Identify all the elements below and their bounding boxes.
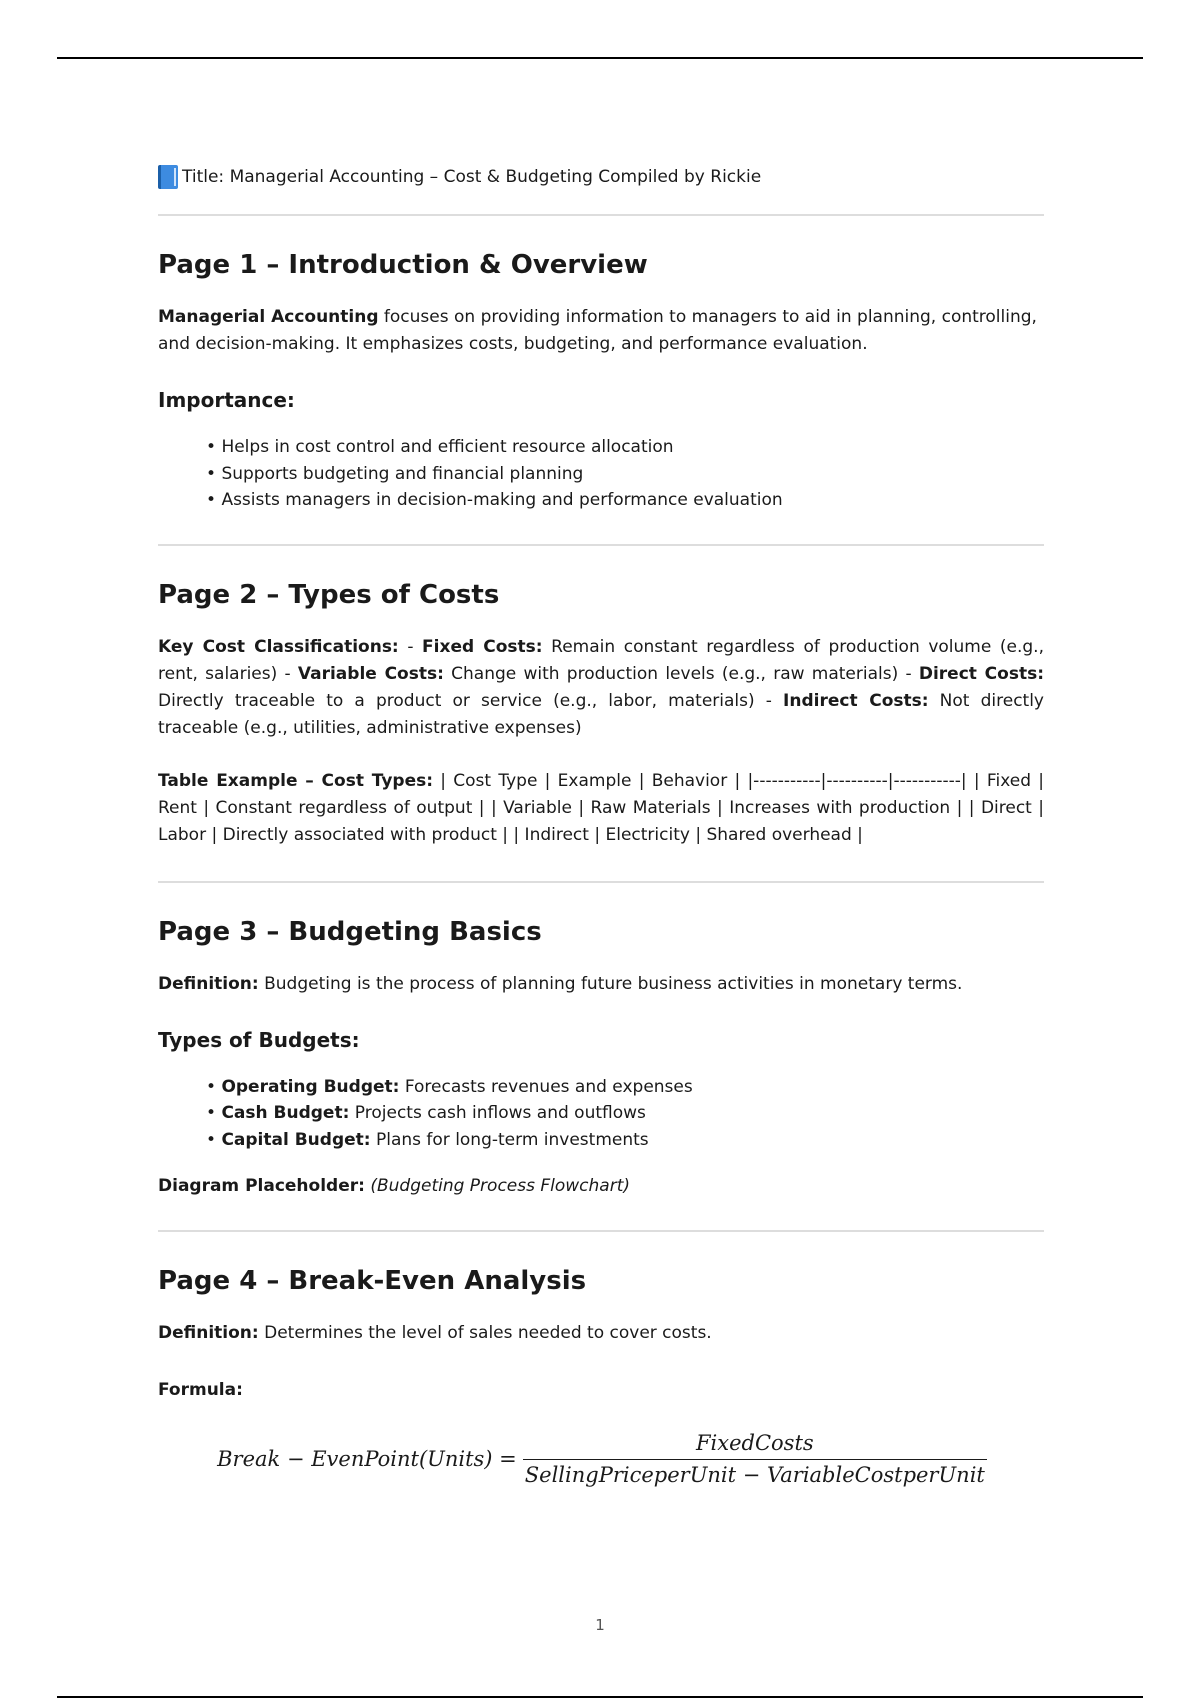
text-bold: Key Cost Classifications: — [158, 636, 399, 657]
text-run: - — [398, 636, 423, 657]
budget-type-text: Plans for long-term investments — [370, 1129, 649, 1150]
formula-numerator: FixedCosts — [523, 1430, 987, 1460]
importance-list — [158, 434, 1044, 514]
formula-denominator: SellingPriceperUnit − VariableCostperUnit — [524, 1463, 985, 1487]
list-item: • Helps in cost control and efficient resource allocation — [206, 434, 1044, 461]
text-run: Remain constant regardless of production volume (e.g., rent, salaries) - — [158, 636, 1044, 684]
definition-label: Definition: — [158, 973, 259, 994]
document-page — [158, 160, 1044, 1489]
diagram-placeholder — [158, 1173, 1044, 1200]
section-divider — [158, 544, 1044, 546]
formula-label-text: Formula: — [158, 1380, 243, 1400]
table-example-bold: Table Example – Cost Types: — [158, 770, 434, 791]
text-bold: Indirect Costs: — [783, 690, 929, 711]
diagram-label: Diagram Placeholder: — [158, 1176, 365, 1196]
budget-type-text: Forecasts revenues and expenses — [399, 1076, 693, 1097]
document-title-text: Title: Managerial Accounting – Cost & Budgeting Compiled by Rickie — [182, 166, 762, 187]
budget-type-text: Projects cash inflows and outflows — [349, 1103, 646, 1123]
list-item — [206, 1074, 1044, 1101]
intro-bold: Managerial Accounting — [158, 307, 379, 327]
text-bold: Direct Costs: — [918, 663, 1044, 684]
intro-paragraph — [158, 304, 1044, 358]
budget-types-list — [158, 1074, 1044, 1154]
section-heading-page-3: Page 3 – Budgeting Basics — [158, 916, 542, 947]
budget-type-label: Cash Budget: — [221, 1103, 350, 1123]
intro-text: focuses on providing information to managers to aid in planning, controlling, and decision-making. It emphasizes costs, budgeting, and performance evaluation. — [158, 307, 1037, 354]
document-title — [158, 160, 1044, 194]
table-example-paragraph — [158, 768, 1044, 849]
section-heading-page-2: Page 2 – Types of Costs — [158, 579, 500, 610]
break-even-formula — [158, 1430, 1044, 1489]
budget-type-label: Operating Budget: — [221, 1076, 400, 1097]
list-item — [206, 1127, 1044, 1154]
diagram-caption: (Budgeting Process Flowchart) — [370, 1176, 630, 1196]
section-divider — [158, 214, 1044, 216]
definition-text: Budgeting is the process of planning future business activities in monetary terms. — [258, 973, 963, 994]
text-run: Directly traceable to a product or service (e.g., labor, materials) - — [158, 690, 784, 711]
definition-text: Determines the level of sales needed to cover costs. — [258, 1323, 712, 1343]
bottom-rule — [57, 1696, 1143, 1698]
section-heading-page-1: Page 1 – Introduction & Overview — [158, 250, 648, 280]
table-example-text: | Cost Type | Example | Behavior | |-----------|----------|-----------| | Fixed | Rent | Constant regardless of output | | Variable | Raw Materials | Increases with production | | Direct | Labor | Directly associated with product | | Indirect | Electricity | Shared overhead | — [158, 770, 1044, 845]
formula-fraction — [525, 1430, 985, 1489]
text-run: Change with production levels (e.g., raw materials) - — [443, 663, 919, 684]
top-rule — [57, 57, 1143, 59]
section-divider — [158, 881, 1044, 883]
list-item: • Assists managers in decision-making and performance evaluation — [206, 487, 1044, 514]
formula-label — [158, 1377, 1044, 1404]
section-heading-page-4: Page 4 – Break-Even Analysis — [158, 1266, 587, 1296]
definition-label: Definition: — [158, 1323, 259, 1343]
types-of-budgets-subheading: Types of Budgets: — [158, 1027, 360, 1052]
cost-classifications-paragraph — [158, 634, 1044, 742]
importance-subheading: Importance: — [158, 388, 295, 412]
page-number: 1 — [595, 1616, 605, 1634]
list-item: • Supports budgeting and financial planning — [206, 461, 1044, 488]
text-bold: Variable Costs: — [297, 663, 444, 684]
break-even-definition — [158, 1320, 1044, 1347]
list-item — [206, 1100, 1044, 1127]
blue-book-icon — [158, 165, 178, 189]
section-divider — [158, 1230, 1044, 1232]
budgeting-definition — [158, 971, 1044, 998]
text-run: Not directly traceable (e.g., utilities, administrative expenses) — [158, 690, 1044, 738]
text-bold: Fixed Costs: — [422, 636, 543, 657]
budget-type-label: Capital Budget: — [221, 1129, 371, 1150]
formula-lhs: Break − EvenPoint(Units) = — [217, 1447, 517, 1471]
